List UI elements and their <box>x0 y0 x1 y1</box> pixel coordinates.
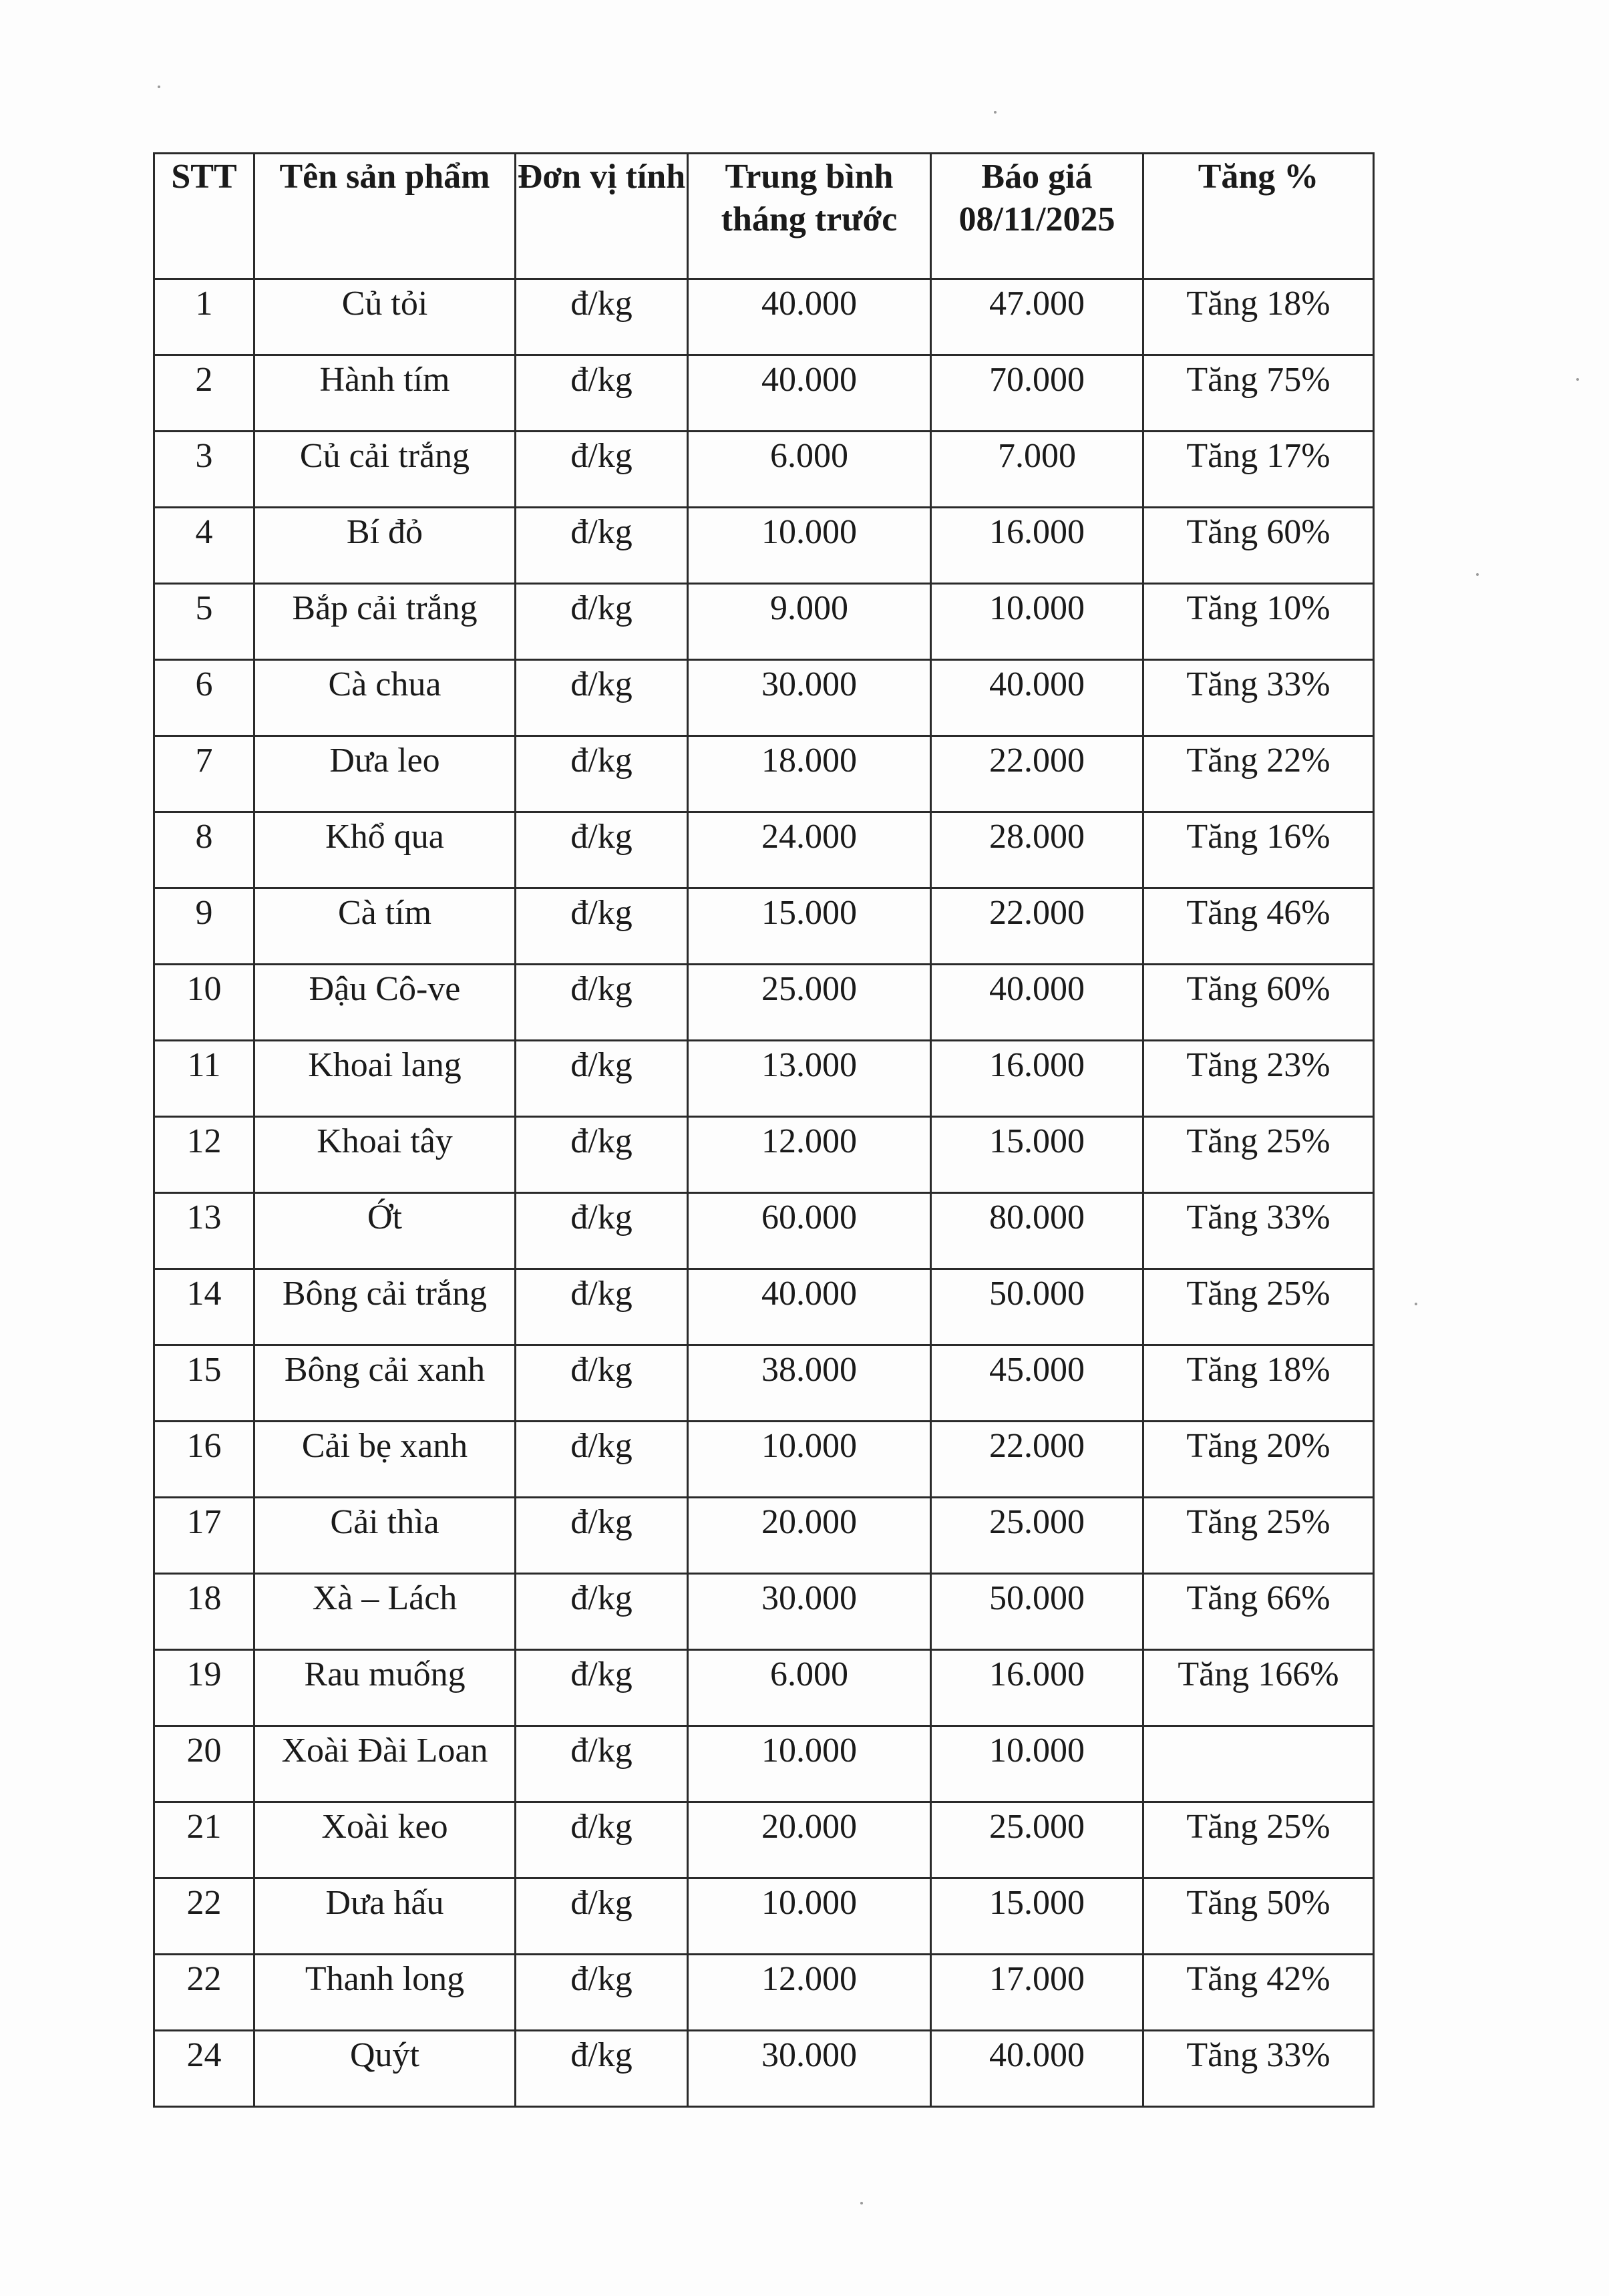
header-product-name: Tên sản phẩm <box>254 154 516 279</box>
cell-stt: 5 <box>154 584 254 660</box>
cell-increase: Tăng 25% <box>1143 1802 1374 1878</box>
scan-speck <box>1576 378 1579 381</box>
cell-increase: Tăng 50% <box>1143 1878 1374 1955</box>
cell-unit: đ/kg <box>516 1878 688 1955</box>
cell-product-name: Cải thìa <box>254 1498 516 1574</box>
cell-unit: đ/kg <box>516 2031 688 2107</box>
cell-unit: đ/kg <box>516 508 688 584</box>
table-row <box>154 1269 1374 1345</box>
cell-quote: 80.000 <box>931 1193 1143 1269</box>
cell-avg-prev-month: 10.000 <box>688 508 931 584</box>
cell-stt: 14 <box>154 1269 254 1345</box>
cell-unit: đ/kg <box>516 1650 688 1726</box>
cell-unit: đ/kg <box>516 584 688 660</box>
cell-product-name: Quýt <box>254 2031 516 2107</box>
cell-product-name: Xoài Đài Loan <box>254 1726 516 1802</box>
header-quote-date: Báo giá 08/11/2025 <box>931 154 1143 279</box>
cell-stt: 10 <box>154 965 254 1041</box>
cell-avg-prev-month: 40.000 <box>688 279 931 355</box>
cell-product-name: Ớt <box>254 1193 516 1269</box>
scan-speck <box>994 111 997 114</box>
cell-unit: đ/kg <box>516 736 688 812</box>
table-row <box>154 1498 1374 1574</box>
cell-stt: 16 <box>154 1422 254 1498</box>
cell-avg-prev-month: 6.000 <box>688 1650 931 1726</box>
cell-quote: 40.000 <box>931 965 1143 1041</box>
cell-increase: Tăng 16% <box>1143 812 1374 888</box>
cell-stt: 12 <box>154 1117 254 1193</box>
cell-unit: đ/kg <box>516 1193 688 1269</box>
cell-product-name: Bông cải trắng <box>254 1269 516 1345</box>
cell-avg-prev-month: 40.000 <box>688 355 931 432</box>
cell-stt: 22 <box>154 1955 254 2031</box>
cell-unit: đ/kg <box>516 1345 688 1422</box>
table-header-row <box>154 154 1374 279</box>
table-row <box>154 584 1374 660</box>
cell-increase: Tăng 25% <box>1143 1498 1374 1574</box>
cell-stt: 2 <box>154 355 254 432</box>
cell-avg-prev-month: 25.000 <box>688 965 931 1041</box>
cell-avg-prev-month: 38.000 <box>688 1345 931 1422</box>
cell-avg-prev-month: 30.000 <box>688 660 931 736</box>
price-table <box>153 152 1375 2108</box>
cell-avg-prev-month: 18.000 <box>688 736 931 812</box>
cell-stt: 4 <box>154 508 254 584</box>
cell-increase: Tăng 60% <box>1143 508 1374 584</box>
table-row <box>154 1726 1374 1802</box>
cell-unit: đ/kg <box>516 1726 688 1802</box>
cell-unit: đ/kg <box>516 1498 688 1574</box>
table-row <box>154 1422 1374 1498</box>
cell-product-name: Bí đỏ <box>254 508 516 584</box>
cell-stt: 6 <box>154 660 254 736</box>
cell-unit: đ/kg <box>516 1422 688 1498</box>
cell-stt: 1 <box>154 279 254 355</box>
cell-product-name: Khổ qua <box>254 812 516 888</box>
cell-avg-prev-month: 60.000 <box>688 1193 931 1269</box>
table-row <box>154 660 1374 736</box>
cell-avg-prev-month: 12.000 <box>688 1955 931 2031</box>
cell-unit: đ/kg <box>516 1574 688 1650</box>
header-avg-prev-month: Trung bình tháng trước <box>688 154 931 279</box>
cell-stt: 11 <box>154 1041 254 1117</box>
cell-avg-prev-month: 20.000 <box>688 1498 931 1574</box>
cell-increase: Tăng 17% <box>1143 432 1374 508</box>
cell-avg-prev-month: 10.000 <box>688 1726 931 1802</box>
cell-unit: đ/kg <box>516 888 688 965</box>
cell-stt: 21 <box>154 1802 254 1878</box>
cell-increase <box>1143 1726 1374 1802</box>
cell-unit: đ/kg <box>516 965 688 1041</box>
table-row <box>154 432 1374 508</box>
cell-increase: Tăng 46% <box>1143 888 1374 965</box>
cell-increase: Tăng 25% <box>1143 1117 1374 1193</box>
cell-avg-prev-month: 30.000 <box>688 2031 931 2107</box>
table-row <box>154 1345 1374 1422</box>
cell-product-name: Khoai lang <box>254 1041 516 1117</box>
cell-quote: 70.000 <box>931 355 1143 432</box>
cell-product-name: Cà tím <box>254 888 516 965</box>
cell-stt: 19 <box>154 1650 254 1726</box>
cell-increase: Tăng 66% <box>1143 1574 1374 1650</box>
cell-stt: 22 <box>154 1878 254 1955</box>
cell-unit: đ/kg <box>516 355 688 432</box>
scan-speck <box>158 86 160 88</box>
cell-quote: 40.000 <box>931 2031 1143 2107</box>
table-row <box>154 279 1374 355</box>
cell-unit: đ/kg <box>516 1117 688 1193</box>
cell-quote: 15.000 <box>931 1117 1143 1193</box>
cell-quote: 16.000 <box>931 1650 1143 1726</box>
cell-quote: 25.000 <box>931 1802 1143 1878</box>
cell-avg-prev-month: 9.000 <box>688 584 931 660</box>
cell-quote: 16.000 <box>931 508 1143 584</box>
cell-quote: 22.000 <box>931 888 1143 965</box>
cell-unit: đ/kg <box>516 1269 688 1345</box>
cell-product-name: Củ tỏi <box>254 279 516 355</box>
cell-stt: 9 <box>154 888 254 965</box>
cell-stt: 3 <box>154 432 254 508</box>
cell-increase: Tăng 22% <box>1143 736 1374 812</box>
cell-stt: 15 <box>154 1345 254 1422</box>
cell-product-name: Khoai tây <box>254 1117 516 1193</box>
cell-increase: Tăng 18% <box>1143 279 1374 355</box>
cell-quote: 45.000 <box>931 1345 1143 1422</box>
cell-unit: đ/kg <box>516 432 688 508</box>
table-row <box>154 965 1374 1041</box>
cell-avg-prev-month: 10.000 <box>688 1878 931 1955</box>
cell-increase: Tăng 10% <box>1143 584 1374 660</box>
cell-product-name: Bông cải xanh <box>254 1345 516 1422</box>
table-row <box>154 1955 1374 2031</box>
cell-avg-prev-month: 13.000 <box>688 1041 931 1117</box>
table-row <box>154 355 1374 432</box>
cell-avg-prev-month: 20.000 <box>688 1802 931 1878</box>
cell-avg-prev-month: 10.000 <box>688 1422 931 1498</box>
cell-quote: 22.000 <box>931 736 1143 812</box>
table-row <box>154 888 1374 965</box>
cell-stt: 17 <box>154 1498 254 1574</box>
cell-quote: 28.000 <box>931 812 1143 888</box>
cell-stt: 20 <box>154 1726 254 1802</box>
cell-product-name: Củ cải trắng <box>254 432 516 508</box>
cell-avg-prev-month: 6.000 <box>688 432 931 508</box>
cell-increase: Tăng 42% <box>1143 1955 1374 2031</box>
cell-quote: 17.000 <box>931 1955 1143 2031</box>
cell-product-name: Dưa hấu <box>254 1878 516 1955</box>
cell-unit: đ/kg <box>516 1955 688 2031</box>
cell-stt: 13 <box>154 1193 254 1269</box>
cell-increase: Tăng 18% <box>1143 1345 1374 1422</box>
cell-product-name: Rau muống <box>254 1650 516 1726</box>
cell-quote: 47.000 <box>931 279 1143 355</box>
header-unit: Đơn vị tính <box>516 154 688 279</box>
cell-increase: Tăng 75% <box>1143 355 1374 432</box>
cell-quote: 40.000 <box>931 660 1143 736</box>
cell-unit: đ/kg <box>516 1802 688 1878</box>
scan-speck <box>860 2202 863 2204</box>
cell-increase: Tăng 25% <box>1143 1269 1374 1345</box>
cell-avg-prev-month: 24.000 <box>688 812 931 888</box>
cell-increase: Tăng 33% <box>1143 1193 1374 1269</box>
cell-quote: 10.000 <box>931 584 1143 660</box>
cell-increase: Tăng 166% <box>1143 1650 1374 1726</box>
cell-quote: 7.000 <box>931 432 1143 508</box>
table-row <box>154 1117 1374 1193</box>
cell-stt: 24 <box>154 2031 254 2107</box>
cell-stt: 7 <box>154 736 254 812</box>
cell-product-name: Bắp cải trắng <box>254 584 516 660</box>
cell-unit: đ/kg <box>516 660 688 736</box>
cell-increase: Tăng 33% <box>1143 660 1374 736</box>
cell-product-name: Hành tím <box>254 355 516 432</box>
cell-stt: 18 <box>154 1574 254 1650</box>
cell-product-name: Cải bẹ xanh <box>254 1422 516 1498</box>
cell-increase: Tăng 60% <box>1143 965 1374 1041</box>
cell-unit: đ/kg <box>516 279 688 355</box>
table-row <box>154 736 1374 812</box>
cell-quote: 15.000 <box>931 1878 1143 1955</box>
cell-quote: 22.000 <box>931 1422 1143 1498</box>
cell-quote: 16.000 <box>931 1041 1143 1117</box>
cell-product-name: Xoài keo <box>254 1802 516 1878</box>
cell-avg-prev-month: 15.000 <box>688 888 931 965</box>
cell-increase: Tăng 20% <box>1143 1422 1374 1498</box>
cell-unit: đ/kg <box>516 812 688 888</box>
cell-quote: 25.000 <box>931 1498 1143 1574</box>
cell-increase: Tăng 33% <box>1143 2031 1374 2107</box>
cell-product-name: Cà chua <box>254 660 516 736</box>
table-row <box>154 1878 1374 1955</box>
table-row <box>154 1041 1374 1117</box>
scan-speck <box>1476 573 1479 576</box>
cell-quote: 10.000 <box>931 1726 1143 1802</box>
header-increase: Tăng % <box>1143 154 1374 279</box>
cell-product-name: Đậu Cô-ve <box>254 965 516 1041</box>
cell-increase: Tăng 23% <box>1143 1041 1374 1117</box>
table-row <box>154 508 1374 584</box>
cell-avg-prev-month: 40.000 <box>688 1269 931 1345</box>
cell-product-name: Dưa leo <box>254 736 516 812</box>
table-row <box>154 1574 1374 1650</box>
scan-speck <box>1415 1303 1417 1305</box>
header-stt: STT <box>154 154 254 279</box>
cell-avg-prev-month: 30.000 <box>688 1574 931 1650</box>
table-row <box>154 1193 1374 1269</box>
cell-quote: 50.000 <box>931 1269 1143 1345</box>
cell-quote: 50.000 <box>931 1574 1143 1650</box>
cell-unit: đ/kg <box>516 1041 688 1117</box>
cell-product-name: Xà – Lách <box>254 1574 516 1650</box>
table-row <box>154 1802 1374 1878</box>
table-body <box>154 279 1374 2107</box>
table-row <box>154 812 1374 888</box>
cell-product-name: Thanh long <box>254 1955 516 2031</box>
table-row <box>154 1650 1374 1726</box>
table-row <box>154 2031 1374 2107</box>
cell-stt: 8 <box>154 812 254 888</box>
cell-avg-prev-month: 12.000 <box>688 1117 931 1193</box>
